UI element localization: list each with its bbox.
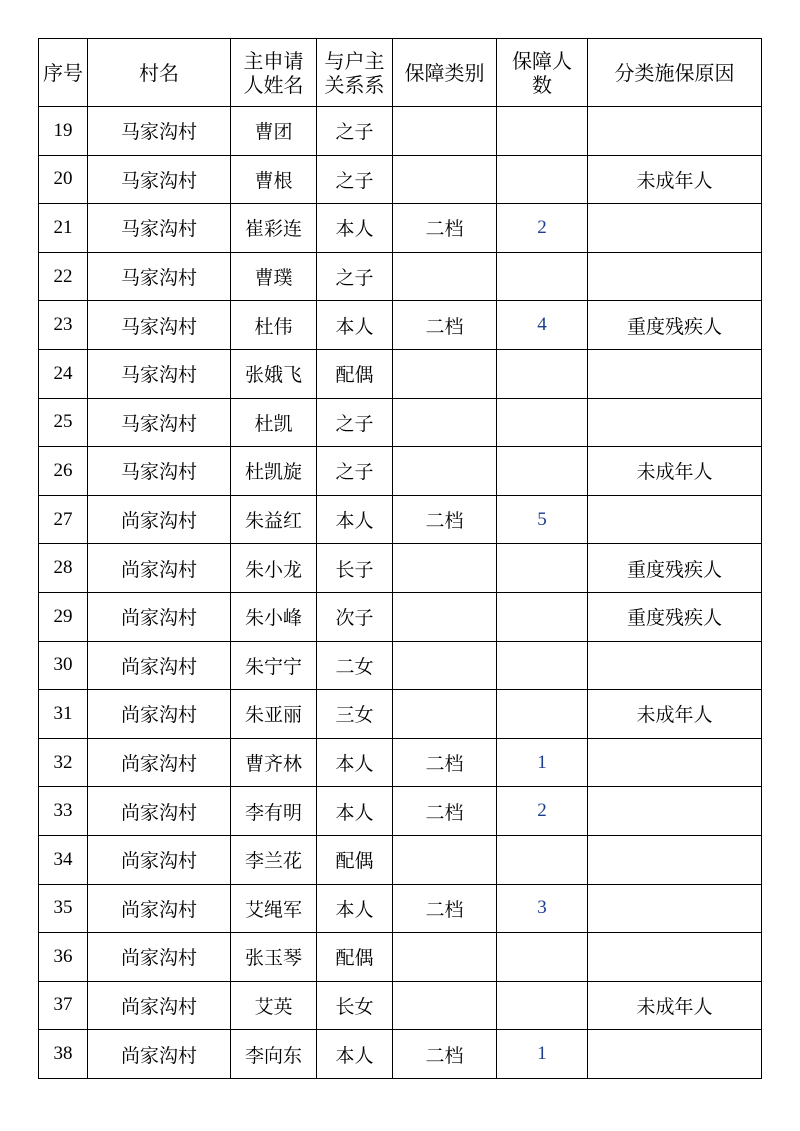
cell-reason: 未成年人 xyxy=(588,981,762,1030)
table-row xyxy=(39,252,762,301)
cell-category: 二档 xyxy=(393,1030,497,1079)
cell-category xyxy=(393,349,497,398)
cell-relation: 本人 xyxy=(317,301,393,350)
table-row xyxy=(39,1030,762,1079)
cell-village: 尚家沟村 xyxy=(88,835,231,884)
table-row xyxy=(39,544,762,593)
cell-serial: 31 xyxy=(39,690,88,739)
cell-category: 二档 xyxy=(393,738,497,787)
cell-applicant-name: 朱小龙 xyxy=(231,544,317,593)
cell-applicant-name: 李向东 xyxy=(231,1030,317,1079)
header-applicant: 主申请人姓名 xyxy=(231,39,317,107)
cell-serial: 22 xyxy=(39,252,88,301)
cell-relation: 本人 xyxy=(317,204,393,253)
cell-relation: 之子 xyxy=(317,398,393,447)
cell-serial: 25 xyxy=(39,398,88,447)
table-body xyxy=(39,107,762,1079)
cell-count xyxy=(497,349,588,398)
header-reason: 分类施保原因 xyxy=(588,39,762,107)
cell-applicant-name: 崔彩连 xyxy=(231,204,317,253)
cell-category: 二档 xyxy=(393,884,497,933)
cell-category: 二档 xyxy=(393,495,497,544)
table-row xyxy=(39,933,762,982)
cell-reason xyxy=(588,1030,762,1079)
cell-relation: 本人 xyxy=(317,1030,393,1079)
cell-reason: 未成年人 xyxy=(588,447,762,496)
cell-serial: 21 xyxy=(39,204,88,253)
cell-village: 尚家沟村 xyxy=(88,1030,231,1079)
cell-reason xyxy=(588,933,762,982)
cell-reason: 重度残疾人 xyxy=(588,544,762,593)
table-row xyxy=(39,155,762,204)
cell-relation: 本人 xyxy=(317,884,393,933)
cell-count xyxy=(497,447,588,496)
header-village: 村名 xyxy=(88,39,231,107)
cell-count: 2 xyxy=(497,204,588,253)
cell-count: 5 xyxy=(497,495,588,544)
cell-serial: 29 xyxy=(39,592,88,641)
cell-count xyxy=(497,835,588,884)
cell-category xyxy=(393,252,497,301)
cell-category xyxy=(393,544,497,593)
cell-count xyxy=(497,544,588,593)
table-row xyxy=(39,787,762,836)
cell-village: 尚家沟村 xyxy=(88,592,231,641)
cell-relation: 本人 xyxy=(317,787,393,836)
cell-village: 尚家沟村 xyxy=(88,933,231,982)
header-serial: 序号 xyxy=(39,39,88,107)
cell-village: 马家沟村 xyxy=(88,107,231,156)
cell-serial: 36 xyxy=(39,933,88,982)
cell-applicant-name: 朱小峰 xyxy=(231,592,317,641)
cell-applicant-name: 朱亚丽 xyxy=(231,690,317,739)
table-row xyxy=(39,641,762,690)
cell-category xyxy=(393,981,497,1030)
cell-category xyxy=(393,155,497,204)
cell-serial: 19 xyxy=(39,107,88,156)
cell-applicant-name: 艾绳军 xyxy=(231,884,317,933)
cell-category: 二档 xyxy=(393,787,497,836)
cell-reason xyxy=(588,495,762,544)
cell-count: 3 xyxy=(497,884,588,933)
cell-applicant-name: 李有明 xyxy=(231,787,317,836)
cell-serial: 34 xyxy=(39,835,88,884)
cell-relation: 本人 xyxy=(317,495,393,544)
cell-village: 马家沟村 xyxy=(88,398,231,447)
cell-applicant-name: 张娥飞 xyxy=(231,349,317,398)
cell-count: 1 xyxy=(497,738,588,787)
cell-category xyxy=(393,592,497,641)
cell-category xyxy=(393,933,497,982)
header-count: 保障人数 xyxy=(497,39,588,107)
cell-applicant-name: 曹团 xyxy=(231,107,317,156)
cell-applicant-name: 朱宁宁 xyxy=(231,641,317,690)
cell-reason xyxy=(588,641,762,690)
table-row xyxy=(39,447,762,496)
cell-village: 尚家沟村 xyxy=(88,495,231,544)
assistance-table xyxy=(38,38,762,1079)
table-row xyxy=(39,690,762,739)
cell-serial: 38 xyxy=(39,1030,88,1079)
cell-village: 马家沟村 xyxy=(88,349,231,398)
cell-applicant-name: 杜凯 xyxy=(231,398,317,447)
table-row xyxy=(39,204,762,253)
cell-applicant-name: 朱益红 xyxy=(231,495,317,544)
header-relation: 与户主关系系 xyxy=(317,39,393,107)
cell-reason xyxy=(588,349,762,398)
cell-relation: 次子 xyxy=(317,592,393,641)
cell-relation: 配偶 xyxy=(317,835,393,884)
cell-applicant-name: 曹齐林 xyxy=(231,738,317,787)
cell-village: 马家沟村 xyxy=(88,204,231,253)
cell-category: 二档 xyxy=(393,301,497,350)
cell-count xyxy=(497,933,588,982)
cell-count: 2 xyxy=(497,787,588,836)
cell-reason: 未成年人 xyxy=(588,155,762,204)
table-row xyxy=(39,495,762,544)
cell-village: 尚家沟村 xyxy=(88,884,231,933)
table-row xyxy=(39,884,762,933)
cell-reason xyxy=(588,252,762,301)
cell-applicant-name: 张玉琴 xyxy=(231,933,317,982)
cell-village: 尚家沟村 xyxy=(88,981,231,1030)
cell-serial: 30 xyxy=(39,641,88,690)
cell-reason xyxy=(588,398,762,447)
cell-relation: 三女 xyxy=(317,690,393,739)
cell-applicant-name: 曹根 xyxy=(231,155,317,204)
table-row xyxy=(39,981,762,1030)
table-row xyxy=(39,107,762,156)
cell-category xyxy=(393,107,497,156)
cell-category xyxy=(393,447,497,496)
cell-reason: 重度残疾人 xyxy=(588,301,762,350)
cell-applicant-name: 艾英 xyxy=(231,981,317,1030)
cell-count xyxy=(497,107,588,156)
cell-village: 尚家沟村 xyxy=(88,738,231,787)
cell-count xyxy=(497,155,588,204)
cell-category xyxy=(393,835,497,884)
cell-reason xyxy=(588,835,762,884)
cell-serial: 27 xyxy=(39,495,88,544)
header-category: 保障类别 xyxy=(393,39,497,107)
cell-applicant-name: 李兰花 xyxy=(231,835,317,884)
cell-village: 马家沟村 xyxy=(88,252,231,301)
cell-village: 马家沟村 xyxy=(88,301,231,350)
cell-village: 马家沟村 xyxy=(88,155,231,204)
cell-count xyxy=(497,690,588,739)
cell-serial: 23 xyxy=(39,301,88,350)
cell-serial: 28 xyxy=(39,544,88,593)
cell-reason xyxy=(588,738,762,787)
cell-count xyxy=(497,398,588,447)
cell-applicant-name: 杜伟 xyxy=(231,301,317,350)
table-row xyxy=(39,592,762,641)
cell-relation: 之子 xyxy=(317,252,393,301)
cell-village: 尚家沟村 xyxy=(88,544,231,593)
cell-category xyxy=(393,690,497,739)
table-row xyxy=(39,835,762,884)
cell-category xyxy=(393,398,497,447)
table-row xyxy=(39,301,762,350)
cell-relation: 本人 xyxy=(317,738,393,787)
cell-reason xyxy=(588,204,762,253)
cell-serial: 26 xyxy=(39,447,88,496)
cell-village: 尚家沟村 xyxy=(88,641,231,690)
cell-count xyxy=(497,641,588,690)
cell-category: 二档 xyxy=(393,204,497,253)
cell-reason: 重度残疾人 xyxy=(588,592,762,641)
cell-village: 尚家沟村 xyxy=(88,787,231,836)
cell-reason xyxy=(588,787,762,836)
table-row xyxy=(39,349,762,398)
cell-count: 4 xyxy=(497,301,588,350)
cell-reason xyxy=(588,884,762,933)
cell-reason: 未成年人 xyxy=(588,690,762,739)
cell-relation: 长子 xyxy=(317,544,393,593)
table-row xyxy=(39,738,762,787)
header-row xyxy=(39,39,762,107)
cell-count: 1 xyxy=(497,1030,588,1079)
cell-serial: 32 xyxy=(39,738,88,787)
cell-relation: 之子 xyxy=(317,447,393,496)
cell-relation: 配偶 xyxy=(317,933,393,982)
cell-village: 尚家沟村 xyxy=(88,690,231,739)
cell-relation: 长女 xyxy=(317,981,393,1030)
cell-relation: 配偶 xyxy=(317,349,393,398)
cell-count xyxy=(497,592,588,641)
cell-relation: 之子 xyxy=(317,107,393,156)
cell-serial: 37 xyxy=(39,981,88,1030)
cell-serial: 24 xyxy=(39,349,88,398)
cell-count xyxy=(497,981,588,1030)
cell-serial: 35 xyxy=(39,884,88,933)
cell-category xyxy=(393,641,497,690)
cell-relation: 二女 xyxy=(317,641,393,690)
cell-serial: 20 xyxy=(39,155,88,204)
cell-relation: 之子 xyxy=(317,155,393,204)
cell-applicant-name: 杜凯旋 xyxy=(231,447,317,496)
cell-applicant-name: 曹璞 xyxy=(231,252,317,301)
cell-count xyxy=(497,252,588,301)
cell-village: 马家沟村 xyxy=(88,447,231,496)
cell-serial: 33 xyxy=(39,787,88,836)
cell-reason xyxy=(588,107,762,156)
table-row xyxy=(39,398,762,447)
